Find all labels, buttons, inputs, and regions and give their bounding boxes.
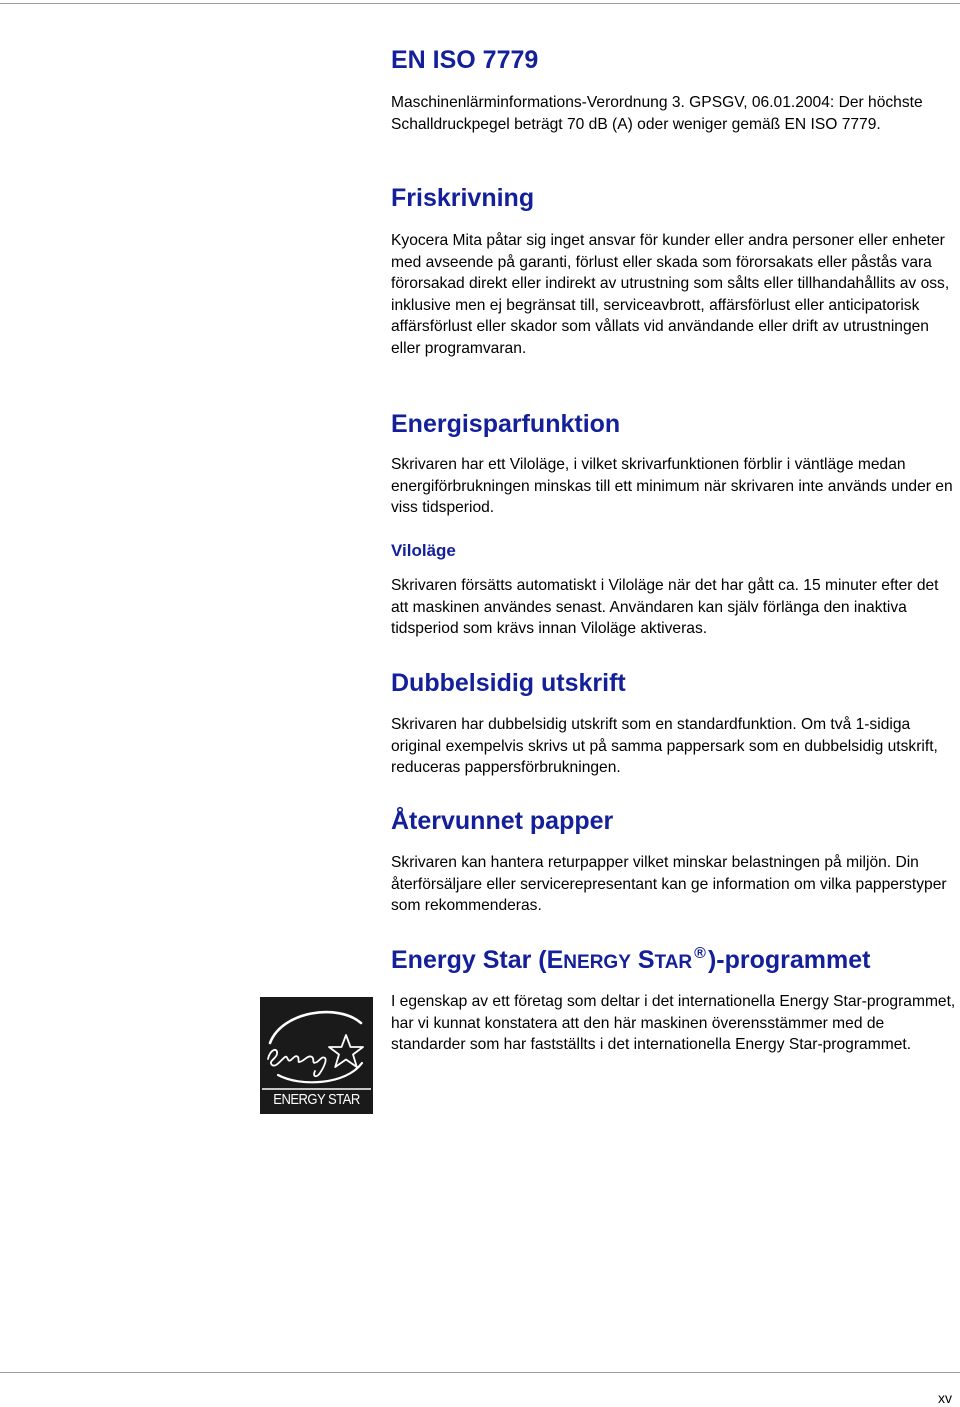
- iso-body: Maschinenlärminformations-Verordnung 3. GPSGV, 06.01.2004: Der höchste Schalldruckpegel beträgt 70 dB (A) oder weniger gemäß EN ISO 7779.: [391, 94, 923, 133]
- recycled-paper-body: Skrivaren kan hantera returpapper vilket minskar belastningen på miljön. Din återförsäljare eller servicerepresentant kan ge information om vilka papperstyper som rekommenderas.: [391, 854, 947, 914]
- energy-star-logo: [260, 997, 373, 1114]
- energy-star-heading-prefix: Energy Star (: [391, 946, 547, 974]
- energy-star-heading-nergy: NERGY: [563, 952, 631, 973]
- sleep-mode-body: Skrivaren försätts automatiskt i Viloläge när det har gått ca. 15 minuter efter det att maskinen användes senast. Användaren kan själv förlänga den inaktiva tidsperiod som krävs innan Viloläge aktiveras.: [391, 577, 939, 637]
- energy-star-heading-s: S: [637, 946, 655, 974]
- duplex-heading: Dubbelsidig utskrift: [391, 669, 626, 697]
- top-rule: [0, 3, 960, 4]
- registered-mark: ®: [694, 945, 706, 962]
- bottom-rule: [0, 1372, 960, 1373]
- energy-saving-heading: Energisparfunktion: [391, 410, 621, 438]
- recycled-paper-heading: Återvunnet papper: [391, 807, 614, 835]
- energy-star-heading: [391, 945, 870, 979]
- energy-star-logo-text: ENERGY STAR: [273, 1092, 360, 1108]
- energy-star-heading-suffix: )-programmet: [707, 946, 871, 974]
- disclaimer-body: Kyocera Mita påtar sig inget ansvar för kunder eller andra personer eller enheter med avseende på garanti, förlust eller skada som förorsakats eller påstås vara förorsakad direkt eller indirekt av utrustning som sålts eller tillhandahållits av oss, inklusive men ej begränsat till, serviceavbrott, affärsförlust eller anticipatorisk affärsförlust eller skador som vållats vid användande eller drift av utrustningen eller programvaran.: [391, 232, 950, 357]
- disclaimer-heading: Friskrivning: [391, 184, 535, 212]
- energy-saving-body: Skrivaren har ett Viloläge, i vilket skrivarfunktionen förblir i väntläge medan energiförbrukningen minskas till ett minimum när skrivaren inte används under en viss tidsperiod.: [391, 456, 953, 516]
- energy-star-heading-tar: TAR: [654, 952, 693, 973]
- page-number: xv: [938, 1390, 952, 1406]
- iso-heading: EN ISO 7779: [391, 46, 539, 74]
- sleep-mode-heading: Viloläge: [391, 541, 456, 560]
- energy-star-body: I egenskap av ett företag som deltar i det internationella Energy Star-programmet, har vi kunnat konstatera att den här maskinen överensstämmer med de standarder som har fastställts i det internationella Energy Star-programmet.: [391, 993, 956, 1053]
- energy-star-heading-e: E: [546, 946, 564, 974]
- duplex-body: Skrivaren har dubbelsidig utskrift som en standardfunktion. Om två 1-sidiga original exempelvis skrivs ut på samma pappersark som en dubbelsidig utskrift, reduceras pappersförbrukningen.: [391, 716, 938, 776]
